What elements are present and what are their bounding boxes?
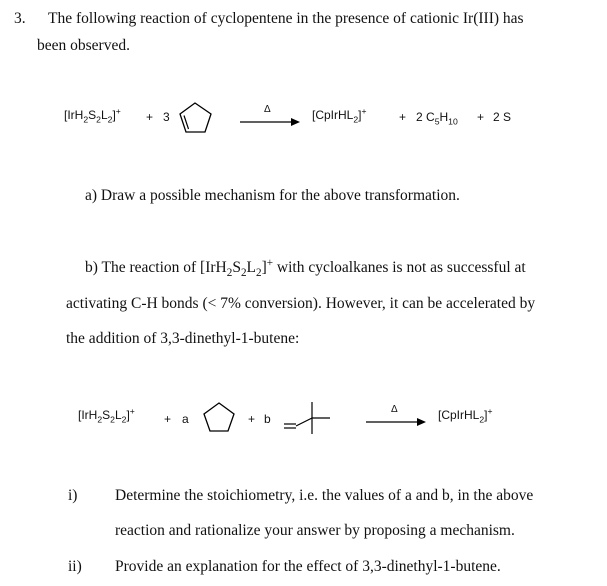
plus-sign: + — [164, 412, 172, 426]
part-b-line3: the addition of 3,3-dinethyl-1-butene: — [66, 330, 300, 347]
plus-sign: + — [146, 110, 154, 124]
reactant-ir-complex: $[IrH_2S_2L_2]^+$ — [78, 406, 135, 425]
solvent-product: 2 S — [493, 110, 512, 124]
coefficient-b: b — [264, 412, 271, 426]
plus-sign: + — [477, 110, 485, 124]
cyclopentene-coefficient: 3 — [163, 110, 170, 124]
part-b-line1: b) The reaction of $[IrH_2S_2L_2]^+$ with cycloalkanes is not as successful at — [85, 256, 526, 280]
heat-symbol: Δ — [391, 404, 398, 415]
dimethylbutene-structure — [280, 398, 360, 436]
subquestion-i-line1: Determine the stoichiometry, i.e. the values of a and b, in the above — [115, 487, 534, 504]
coefficient-a: a — [182, 412, 189, 426]
subquestion-ii-line1: Provide an explanation for the effect of 3,3-dinethyl-1-butene. — [115, 558, 501, 575]
subquestion-i-label: i) — [68, 487, 78, 504]
product-ir-complex: [CpIrHL$_2$]+ — [438, 406, 493, 425]
subquestion-ii-label: ii) — [68, 558, 82, 575]
cyclopentene-structure — [178, 100, 214, 136]
question-intro-line2: been observed. — [37, 37, 130, 54]
reactant-ir-complex: $[IrH_2S_2L_2]^+$ — [64, 106, 121, 125]
product-ir-complex: [CpIrHL$_2$]+ — [312, 106, 367, 125]
part-a-text: a) Draw a possible mechanism for the above transformation. — [85, 187, 460, 204]
question-number: 3. — [14, 10, 26, 27]
plus-sign: + — [248, 412, 256, 426]
plus-sign: + — [399, 110, 407, 124]
question-intro-line1: The following reaction of cyclopentene in the presence of cationic Ir(III) has — [48, 10, 524, 27]
cyclopentane-product: 2 $C_5H_{10}$ — [416, 110, 458, 127]
cyclopentane-structure — [202, 400, 236, 434]
subquestion-i-line2: reaction and rationalize your answer by proposing a mechanism. — [115, 522, 515, 539]
part-b-line2: activating C-H bonds (< 7% conversion). However, it can be accelerated by — [66, 295, 536, 312]
heat-symbol: Δ — [264, 104, 271, 115]
